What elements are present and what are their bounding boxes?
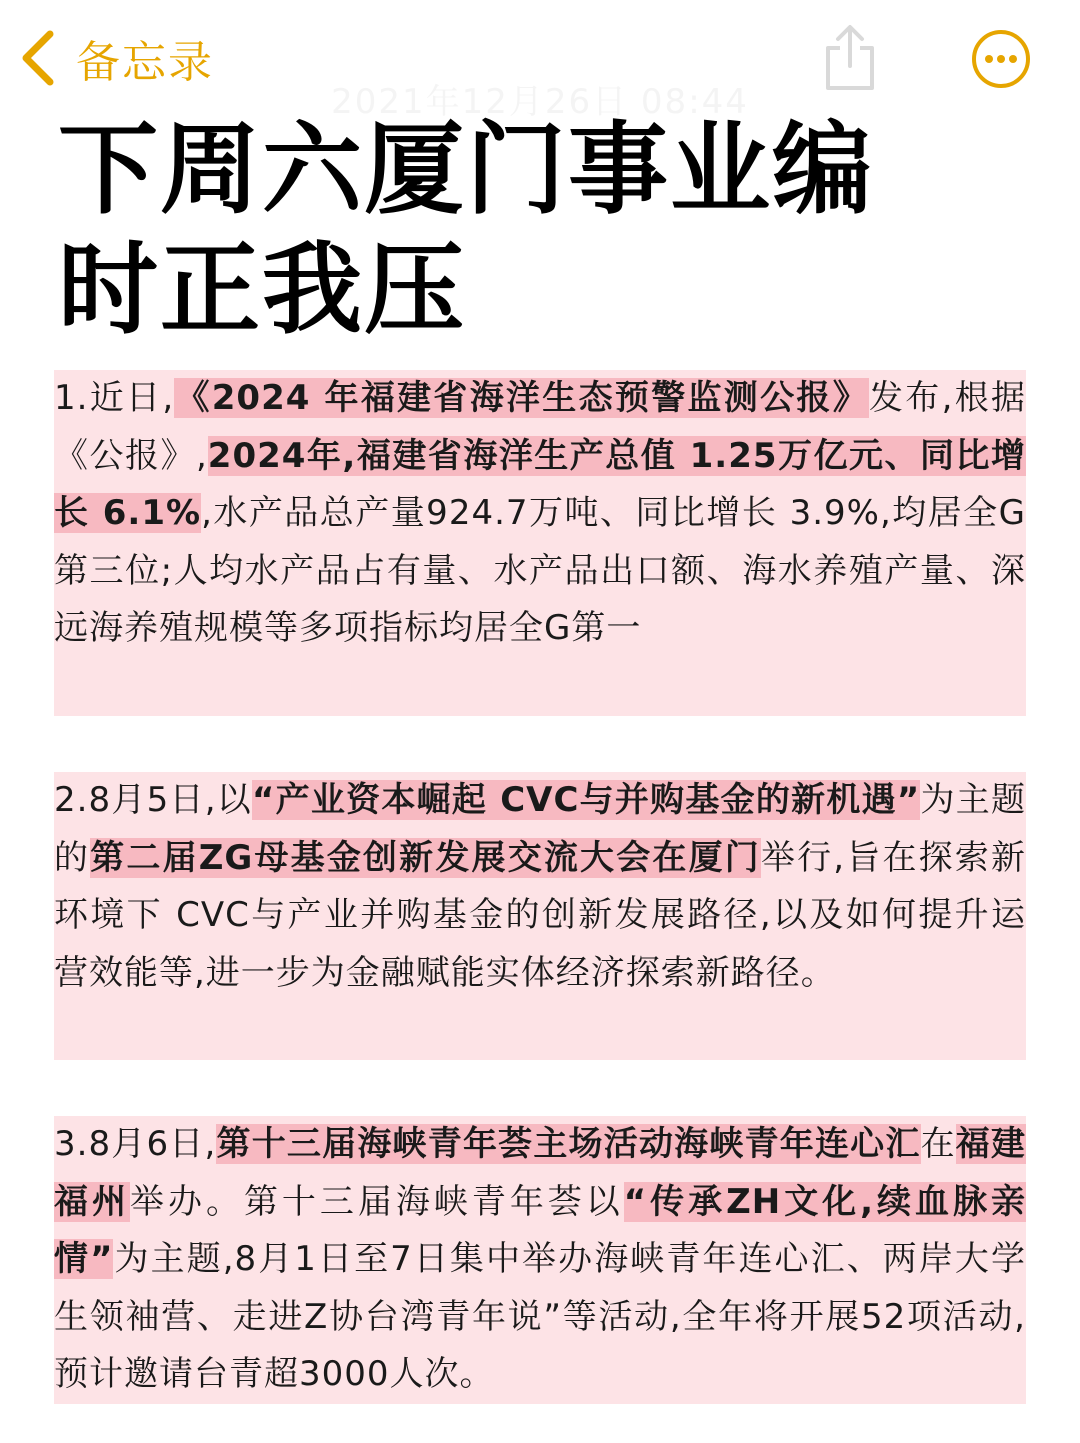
highlighted-text: 2024年,福建省海洋生产总值 1.25万亿元、同比增长 6.1%	[54, 435, 1026, 533]
share-button[interactable]	[820, 22, 880, 98]
highlighted-text: “传承ZH文化,续血脉亲情”	[54, 1181, 1027, 1279]
highlighted-text: 第二届ZG母基金创新发展交流大会在厦门	[90, 837, 761, 878]
navigation-bar	[0, 0, 1080, 122]
paragraph-text: 3.8月6日,	[54, 1124, 217, 1164]
highlighted-text: 第十三届海峡青年荟主场活动海峡青年连心汇	[216, 1124, 921, 1164]
note-timestamp: 2021年12月26日 08:44	[331, 82, 749, 122]
highlighted-text: 福建福州	[54, 1124, 1026, 1222]
paragraph-text: 为主题,8月1日至7日集中举办海峡青年连心汇、两岸大学生领袖营、走进Z协台湾青年说”等活动,全年将开展52项活动,预计邀请台青超3000人次。	[54, 1239, 1026, 1394]
highlighted-text: “产业资本崛起 CVC与并购基金的新机遇”	[252, 780, 921, 820]
share-icon	[820, 22, 880, 94]
note-paragraph	[54, 1116, 1026, 1404]
back-label: 备忘录	[76, 37, 214, 88]
paragraph-text: ,水产品总产量924.7万吨、同比增长 3.9%,均居全G第三位;人均水产品占有量、水产品出口额、海水养殖产量、深远海养殖规模等多项指标均居全G第一	[54, 493, 1026, 648]
highlighted-text: 《2024 年福建省海洋生态预警监测公报》	[174, 378, 869, 418]
paragraph-text: 2.8月5日,以	[54, 780, 253, 820]
note-paragraph	[54, 772, 1026, 1060]
paragraph-text: 举办。第十三届海峡青年荟以	[129, 1181, 624, 1222]
paragraph-text: 为主题的	[54, 780, 1027, 878]
paragraph-text: 在	[920, 1124, 956, 1164]
note-title: 下周六厦门事业编时正我压	[58, 111, 874, 348]
note-paragraph	[54, 370, 1026, 716]
paragraph-text: 发布,根据《公报》,	[54, 378, 1027, 476]
more-button[interactable]	[970, 28, 1032, 94]
paragraph-text: 1.近日,	[54, 378, 175, 418]
more-icon	[970, 28, 1032, 90]
paragraph-text: 举行,旨在探索新环境下 CVC与产业并购基金的创新发展路径,以及如何提升运营效能等,进一步为金融赋能实体经济探索新路径。	[54, 837, 1027, 993]
